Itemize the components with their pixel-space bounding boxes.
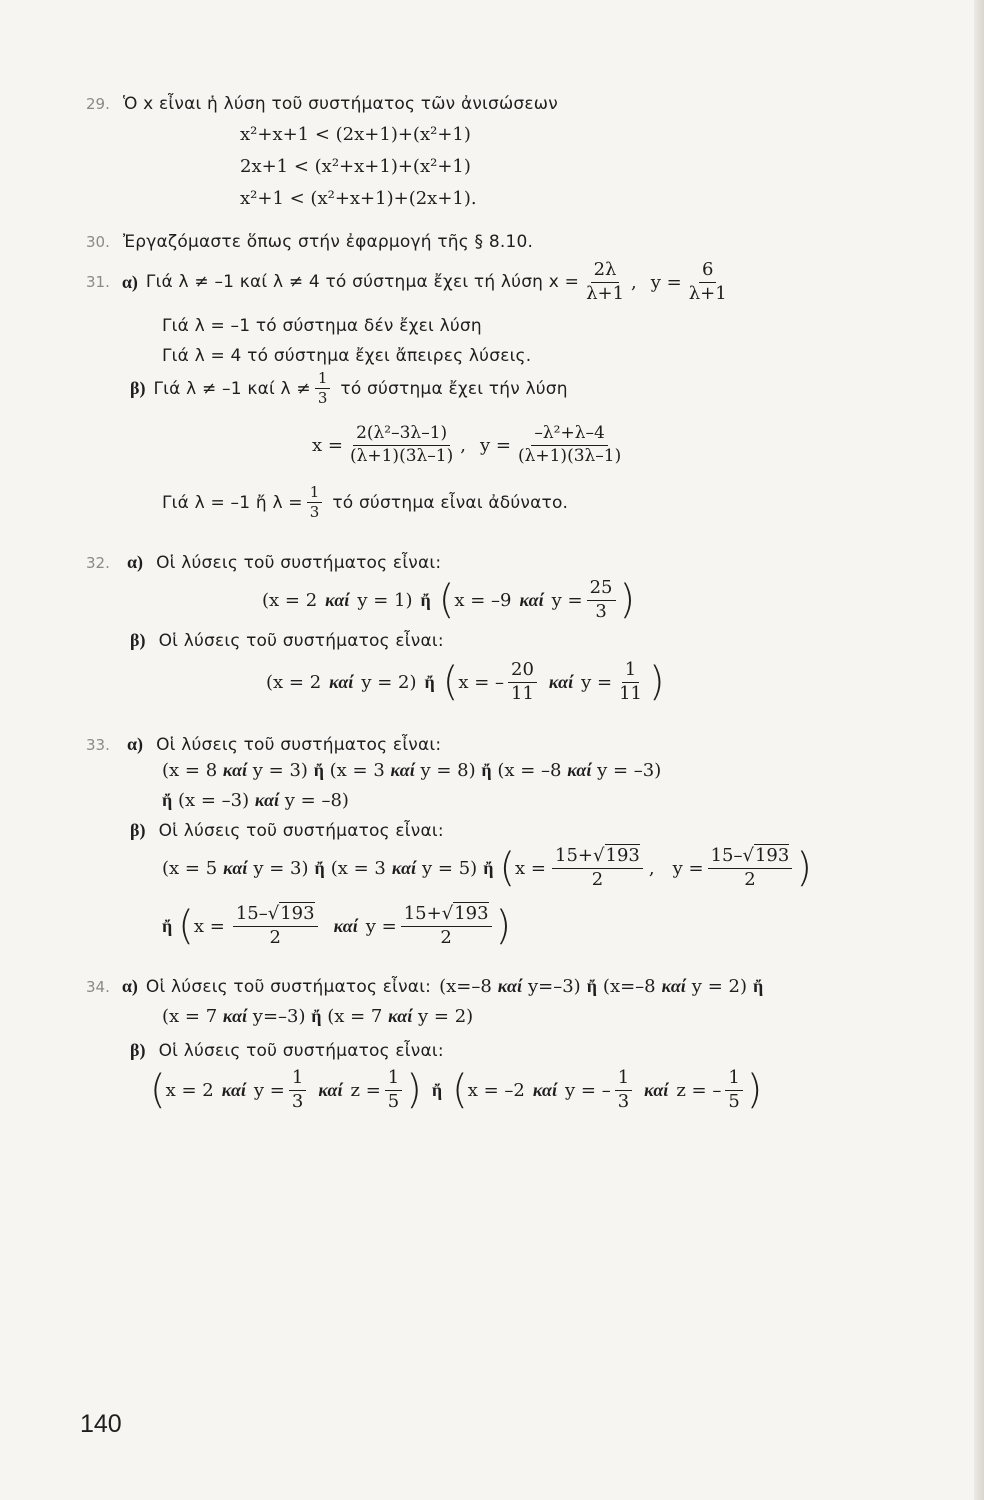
part-text: Γιά λ ≠ –1 καί λ ≠ <box>153 378 311 399</box>
denominator: 3 <box>309 503 320 522</box>
problem-32-a-solutions <box>262 578 635 622</box>
or-word: ἤ <box>162 790 173 810</box>
problem-31-a <box>86 260 734 304</box>
and-word: καί <box>519 589 544 610</box>
fraction <box>725 1068 742 1112</box>
or-word: ἤ <box>162 915 173 936</box>
right-paren: ) <box>746 1067 763 1114</box>
solution-y: y = 3) <box>253 857 309 879</box>
denominator: 2 <box>440 926 452 948</box>
solution-x: (x = 3 <box>330 857 386 879</box>
part-label: α) <box>126 552 143 572</box>
sqrt-icon: √ <box>267 903 280 924</box>
sqrt-icon: √ <box>593 845 605 866</box>
part-text: Γιά λ = –1 ἤ λ = <box>162 492 303 513</box>
num-part: 15+ <box>555 845 594 866</box>
denominator: 3 <box>317 389 328 408</box>
part-label: α) <box>121 271 138 292</box>
solution-x: (x=–8 <box>602 976 656 997</box>
fraction <box>508 660 537 704</box>
denominator: 2 <box>591 868 604 890</box>
part-label: β) <box>130 378 146 399</box>
radicand: 193 <box>754 845 790 866</box>
solution-y: y=–3) <box>252 1006 306 1027</box>
and-word: καί <box>333 915 358 936</box>
num-part: 15– <box>235 903 268 924</box>
solution-x: (x = –3) <box>177 790 250 811</box>
solution-x: x = 2 <box>165 1079 214 1101</box>
inequality-3: x²+1 < (x²+x+1)+(2x+1). <box>240 188 477 209</box>
sqrt-icon: √ <box>742 845 754 866</box>
and-word: καί <box>325 589 350 610</box>
problem-number: 29. <box>86 95 110 113</box>
solution-y: y = 2) <box>361 671 417 693</box>
part-label: α) <box>126 734 143 754</box>
problem-number: 30. <box>86 233 110 251</box>
x-equals: x = <box>312 434 343 456</box>
and-word: καί <box>532 1079 557 1100</box>
solution-y: y = –8) <box>284 790 349 811</box>
denominator: 11 <box>511 682 534 704</box>
and-word: καί <box>497 976 522 996</box>
solution-y: y = –3) <box>597 760 662 781</box>
part-text: τό σύστημα εἶναι ἀδύνατο. <box>332 492 569 513</box>
or-word: ἤ <box>424 671 435 692</box>
problem-31-b-last <box>162 484 568 522</box>
solution-y: y = 3) <box>252 760 308 781</box>
numerator: 20 <box>508 660 537 683</box>
numerator: 1 <box>385 1068 402 1091</box>
problem-text: Ὁ x εἶναι ἡ λύση τοῦ συστήματος τῶν ἀνισώσεων <box>122 94 558 114</box>
and-word: καί <box>222 1006 248 1026</box>
num-part: 15+ <box>403 903 442 924</box>
denominator: (λ+1)(3λ–1) <box>349 445 454 466</box>
right-paren: ) <box>796 845 812 892</box>
solution-y: y = 2) <box>691 976 747 997</box>
and-word: καί <box>548 671 574 692</box>
x-equals: x = <box>515 857 547 879</box>
part-label: β) <box>130 630 146 650</box>
denominator: 2 <box>744 868 756 890</box>
problem-33-b-line2 <box>162 904 511 948</box>
right-paren: ) <box>406 1067 422 1114</box>
solution-x: (x = 2 <box>262 589 318 611</box>
or-word: ἤ <box>481 760 492 780</box>
sqrt-icon: √ <box>441 903 454 924</box>
solution-x: (x = 7 <box>327 1006 383 1027</box>
solution-y: y = – <box>565 1079 611 1101</box>
solution-x: (x = 7 <box>162 1006 218 1027</box>
problem-32-a <box>86 552 441 573</box>
solution-y: y = <box>551 589 583 611</box>
denominator: 2 <box>269 926 281 948</box>
denominator: λ+1 <box>586 282 625 304</box>
right-paren: ) <box>495 903 512 950</box>
comma: , <box>631 271 637 293</box>
and-word: καί <box>391 857 417 878</box>
problem-31-a-line2: Γιά λ = –1 τό σύστημα δέν ἔχει λύση <box>162 316 482 336</box>
part-label: β) <box>130 820 146 840</box>
problem-34-a-line2 <box>162 1006 473 1027</box>
and-word: καί <box>661 976 686 996</box>
fraction <box>583 260 627 304</box>
numerator: 6 <box>699 260 716 283</box>
fraction <box>616 660 645 704</box>
and-word: καί <box>390 760 415 780</box>
fraction <box>307 484 323 522</box>
right-paren: ) <box>619 577 636 624</box>
denominator: (λ+1)(3λ–1) <box>517 445 622 466</box>
and-word: καί <box>644 1079 669 1100</box>
denominator: 5 <box>387 1090 400 1112</box>
solution-y: y = <box>253 1079 285 1101</box>
problem-31-b <box>130 370 568 408</box>
right-paren: ) <box>648 659 665 706</box>
denominator: 5 <box>728 1090 740 1112</box>
part-text: τό σύστημα ἔχει τήν λύση <box>340 378 568 399</box>
or-word: ἤ <box>314 857 325 878</box>
solution-z: z = <box>350 1079 381 1101</box>
fraction <box>385 1068 402 1112</box>
comma: , <box>648 857 655 879</box>
solution-z: z = – <box>676 1079 722 1101</box>
numerator: –λ²+λ–4 <box>531 424 607 446</box>
or-word: ἤ <box>431 1079 443 1100</box>
part-text: Οἱ λύσεις τοῦ συστήματος εἶναι: <box>156 553 442 573</box>
problem-number: 31. <box>86 273 110 292</box>
or-word: ἤ <box>420 589 431 610</box>
part-text: Γιά λ ≠ –1 καί λ ≠ 4 τό σύστημα ἔχει τή λύση x = <box>145 272 580 293</box>
y-equals: y = <box>479 434 511 456</box>
numerator <box>708 846 793 869</box>
problem-34-b-solutions <box>150 1068 762 1112</box>
solution-x: (x = 2 <box>266 671 322 693</box>
part-text: Οἱ λύσεις τοῦ συστήματος εἶναι: <box>158 631 444 651</box>
and-word: καί <box>223 857 248 878</box>
denominator: 3 <box>617 1090 630 1112</box>
solution-x: (x = –8 <box>497 760 562 781</box>
problem-31-a-line3: Γιά λ = 4 τό σύστημα ἔχει ἄπειρες λύσεις. <box>162 346 532 366</box>
left-paren: ( <box>499 845 516 892</box>
numerator: 1 <box>289 1068 306 1091</box>
x-equals: x = <box>193 915 225 937</box>
numerator: 2λ <box>591 260 620 283</box>
and-word: καί <box>329 671 354 692</box>
problem-33-b <box>130 820 444 841</box>
problem-number: 32. <box>86 554 110 572</box>
problem-33-a <box>86 734 441 755</box>
problem-33-a-line1 <box>162 760 661 781</box>
part-label: α) <box>121 976 138 996</box>
denominator: 3 <box>595 600 607 622</box>
and-word: καί <box>222 760 248 780</box>
numerator <box>401 904 492 927</box>
fraction <box>315 370 331 408</box>
part-text: Οἱ λύσεις τοῦ συστήματος εἶναι: <box>145 977 432 997</box>
problem-34-a <box>86 976 763 997</box>
solution-y: y=–3) <box>527 976 581 997</box>
left-paren: ( <box>442 659 459 706</box>
solution-x: x = –2 <box>467 1079 525 1101</box>
problem-34-b <box>130 1040 444 1061</box>
solution-x: x = –9 <box>454 589 512 611</box>
left-paren: ( <box>438 577 455 624</box>
left-paren: ( <box>452 1067 468 1114</box>
fraction <box>587 578 616 622</box>
fraction <box>552 846 643 890</box>
denominator: 3 <box>291 1090 304 1112</box>
problem-33-b-line1 <box>162 846 812 890</box>
numerator: 1 <box>615 1068 632 1091</box>
solution-y: y = 8) <box>420 760 476 781</box>
fraction <box>708 846 793 890</box>
page-edge <box>974 0 984 1500</box>
solution-y: y = 1) <box>357 589 413 611</box>
and-word: καί <box>388 1006 413 1026</box>
y-equals: y = <box>672 857 704 879</box>
denominator: 11 <box>619 682 642 704</box>
or-word: ἤ <box>313 760 324 780</box>
problem-29 <box>86 94 558 114</box>
and-word: καί <box>254 790 280 810</box>
and-word: καί <box>567 760 592 780</box>
solution-x: (x = 8 <box>162 760 218 781</box>
fraction <box>347 424 456 466</box>
radicand: 193 <box>605 845 640 866</box>
numerator: 2(λ²–3λ–1) <box>353 424 450 446</box>
comma: , <box>460 434 466 456</box>
numerator <box>233 904 318 927</box>
left-paren: ( <box>150 1067 166 1114</box>
numerator <box>552 846 643 869</box>
solution-x: x = – <box>458 671 505 693</box>
y-equals: y = <box>650 271 682 293</box>
fraction <box>686 260 730 304</box>
numerator: 1 <box>315 370 331 389</box>
solution-x: (x=–8 <box>439 976 492 997</box>
radicand: 193 <box>280 903 315 924</box>
solution-y: y = 5) <box>422 857 478 879</box>
or-word: ἤ <box>586 976 597 996</box>
part-text: Οἱ λύσεις τοῦ συστήματος εἶναι: <box>158 1041 444 1061</box>
fraction <box>401 904 492 948</box>
denominator: λ+1 <box>688 282 727 304</box>
solution-y: y = 2) <box>418 1006 474 1027</box>
page-number: 140 <box>80 1410 122 1438</box>
inequality-2: 2x+1 < (x²+x+1)+(x²+1) <box>240 156 471 177</box>
part-text: Οἱ λύσεις τοῦ συστήματος εἶναι: <box>158 821 444 841</box>
part-text: Οἱ λύσεις τοῦ συστήματος εἶναι: <box>156 735 442 755</box>
inequality-1: x²+x+1 < (2x+1)+(x²+1) <box>240 124 471 145</box>
problem-32-b-solutions <box>266 660 665 704</box>
solution-x: (x = 5 <box>162 857 218 879</box>
solution-x: (x = 3 <box>329 760 385 781</box>
fraction <box>233 904 318 948</box>
or-word: ἤ <box>752 976 764 996</box>
problem-32-b <box>130 630 444 651</box>
y-equals: y = <box>365 915 397 937</box>
numerator: 1 <box>725 1068 742 1091</box>
fraction <box>515 424 624 466</box>
or-word: ἤ <box>483 857 494 878</box>
and-word: καί <box>221 1079 246 1100</box>
radicand: 193 <box>454 903 489 924</box>
part-label: β) <box>130 1040 146 1060</box>
problem-33-a-line2 <box>162 790 349 811</box>
numerator: 1 <box>307 484 323 503</box>
problem-number: 34. <box>86 978 110 996</box>
left-paren: ( <box>178 903 194 950</box>
numerator: 1 <box>622 660 639 683</box>
problem-30 <box>86 232 533 252</box>
num-part: 15– <box>710 845 743 866</box>
and-word: καί <box>318 1079 343 1100</box>
numerator: 25 <box>587 578 616 601</box>
problem-31-b-solution <box>312 424 628 466</box>
fraction <box>289 1068 306 1112</box>
or-word: ἤ <box>311 1006 322 1026</box>
problem-text: Ἐργαζόμαστε ὅπως στήν ἐφαρμογή τῆς § 8.10. <box>122 232 534 252</box>
fraction <box>615 1068 632 1112</box>
solution-y: y = <box>581 671 613 693</box>
problem-number: 33. <box>86 736 110 754</box>
